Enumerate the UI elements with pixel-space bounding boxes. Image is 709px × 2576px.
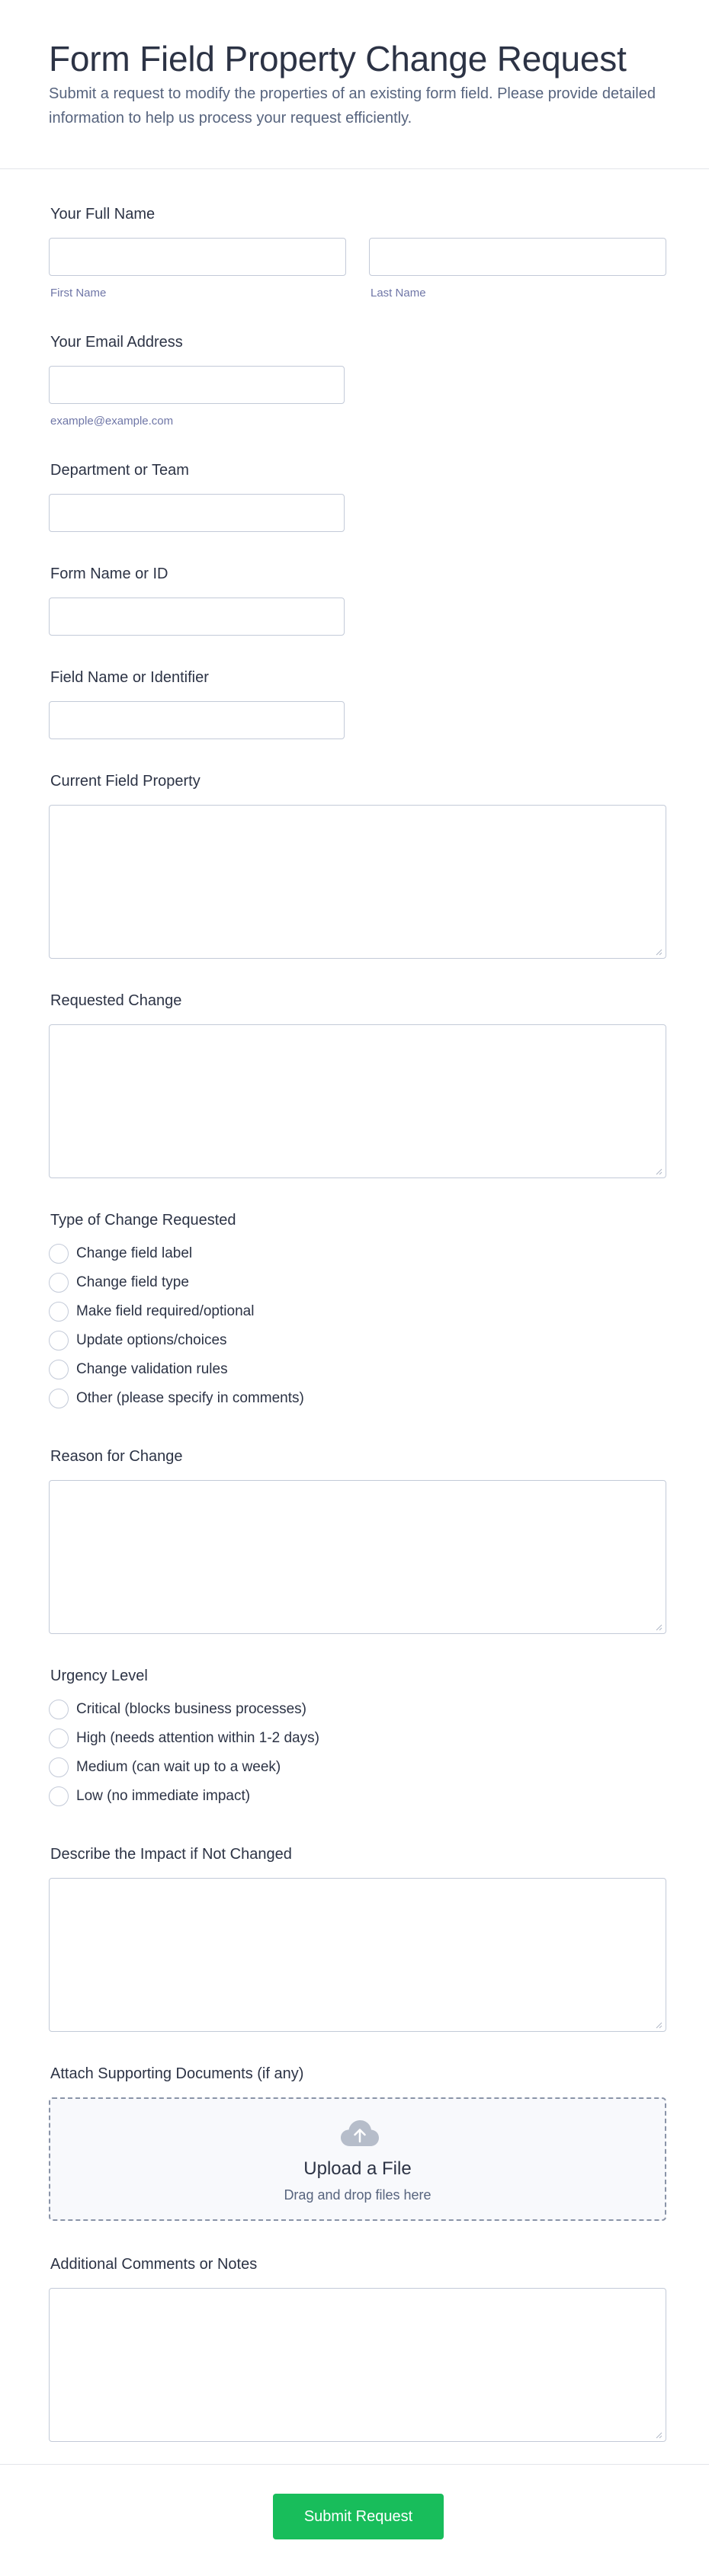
resize-handle-icon[interactable] xyxy=(655,1623,662,1631)
radio-label: Make field required/optional xyxy=(76,1303,255,1319)
first-name-sublabel: First Name xyxy=(50,287,107,300)
upload-hint: Drag and drop files here xyxy=(284,2187,431,2203)
change-type-option[interactable] xyxy=(49,1358,228,1381)
radio-label: Update options/choices xyxy=(76,1332,227,1348)
first-name-input[interactable] xyxy=(49,238,346,276)
radio-button[interactable] xyxy=(49,1331,69,1350)
field-name-label: Field Name or Identifier xyxy=(50,669,209,686)
urgency-option[interactable] xyxy=(49,1756,281,1779)
current-property-label: Current Field Property xyxy=(50,773,201,790)
radio-label: Change field type xyxy=(76,1274,189,1290)
email-input[interactable] xyxy=(49,366,345,404)
radio-button[interactable] xyxy=(49,1273,69,1293)
radio-label: High (needs attention within 1-2 days) xyxy=(76,1730,319,1746)
urgency-option[interactable] xyxy=(49,1727,319,1750)
change-type-option[interactable] xyxy=(49,1242,192,1265)
upload-title: Upload a File xyxy=(303,2158,412,2179)
last-name-sublabel: Last Name xyxy=(371,287,426,300)
radio-label: Critical (blocks business processes) xyxy=(76,1701,306,1717)
change-type-label: Type of Change Requested xyxy=(50,1212,236,1229)
urgency-option[interactable] xyxy=(49,1698,306,1721)
radio-button[interactable] xyxy=(49,1729,69,1748)
requested-change-textarea[interactable] xyxy=(49,1024,666,1178)
radio-button[interactable] xyxy=(49,1700,69,1719)
radio-label: Change field label xyxy=(76,1245,193,1261)
department-input[interactable] xyxy=(49,494,345,532)
radio-button[interactable] xyxy=(49,1244,69,1264)
last-name-input[interactable] xyxy=(369,238,666,276)
radio-button[interactable] xyxy=(49,1757,69,1777)
resize-handle-icon[interactable] xyxy=(655,1168,662,1175)
submit-button[interactable]: Submit Request xyxy=(273,2494,444,2539)
form-name-input[interactable] xyxy=(49,598,345,636)
change-type-option[interactable] xyxy=(49,1271,189,1294)
file-upload-dropzone[interactable] xyxy=(49,2097,666,2221)
cloud-upload-icon xyxy=(340,2119,380,2149)
reason-label: Reason for Change xyxy=(50,1448,183,1465)
field-name-input[interactable] xyxy=(49,701,345,739)
attachments-label: Attach Supporting Documents (if any) xyxy=(50,2065,304,2082)
radio-label: Change validation rules xyxy=(76,1361,228,1377)
email-label: Your Email Address xyxy=(50,334,183,351)
radio-button[interactable] xyxy=(49,1786,69,1806)
urgency-label: Urgency Level xyxy=(50,1668,148,1684)
comments-label: Additional Comments or Notes xyxy=(50,2256,258,2273)
impact-label: Describe the Impact if Not Changed xyxy=(50,1846,292,1863)
radio-button[interactable] xyxy=(49,1360,69,1379)
change-type-option[interactable] xyxy=(49,1387,304,1410)
form-header xyxy=(0,0,709,169)
reason-textarea[interactable] xyxy=(49,1480,666,1634)
department-label: Department or Team xyxy=(50,462,189,479)
impact-textarea[interactable] xyxy=(49,1878,666,2032)
change-type-option[interactable] xyxy=(49,1329,227,1352)
resize-handle-icon[interactable] xyxy=(655,948,662,956)
page-subtitle: Submit a request to modify the properties of an existing form field. Please provide detailed information to help us process your request efficiently. xyxy=(49,85,656,127)
page-title: Form Field Property Change Request xyxy=(49,39,627,78)
footer-divider xyxy=(0,2464,709,2465)
radio-button[interactable] xyxy=(49,1302,69,1322)
full-name-label: Your Full Name xyxy=(50,206,156,223)
requested-change-label: Requested Change xyxy=(50,992,182,1009)
resize-handle-icon[interactable] xyxy=(655,2021,662,2029)
form-name-label: Form Name or ID xyxy=(50,566,168,582)
email-sublabel: example@example.com xyxy=(50,415,174,428)
change-type-option[interactable] xyxy=(49,1300,254,1323)
radio-label: Low (no immediate impact) xyxy=(76,1788,251,1804)
radio-button[interactable] xyxy=(49,1389,69,1408)
current-property-textarea[interactable] xyxy=(49,805,666,959)
comments-textarea[interactable] xyxy=(49,2288,666,2442)
urgency-option[interactable] xyxy=(49,1785,250,1808)
resize-handle-icon[interactable] xyxy=(655,2431,662,2439)
radio-label: Medium (can wait up to a week) xyxy=(76,1759,281,1775)
radio-label: Other (please specify in comments) xyxy=(76,1390,304,1406)
